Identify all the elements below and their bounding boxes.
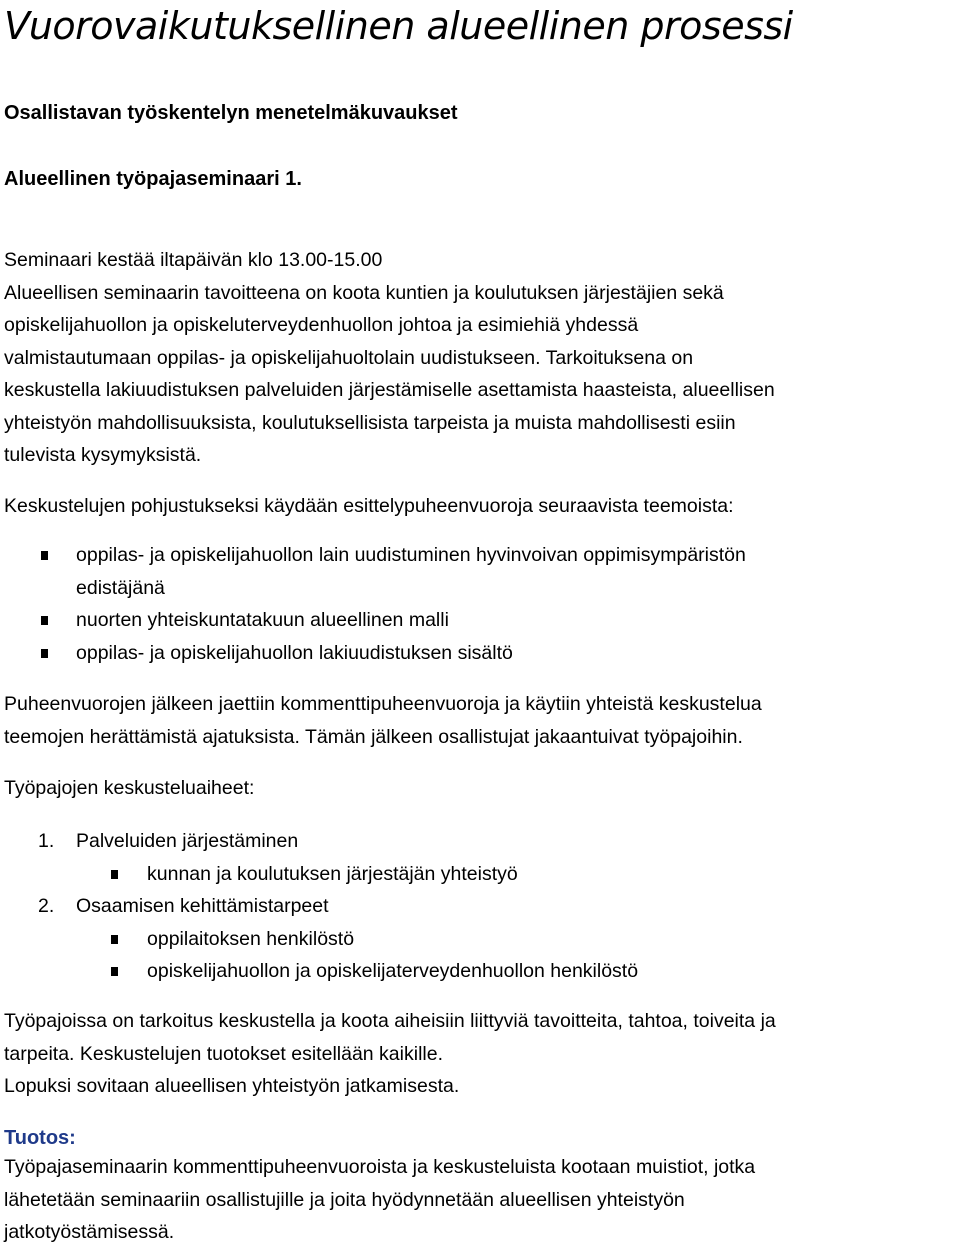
workshop-heading: Työpajojen keskusteluaiheet:: [4, 777, 255, 799]
intro-line: tulevista kysymyksistä.: [4, 444, 202, 466]
workshop-subitem: [0, 858, 638, 891]
tuotos-paragraph: [4, 1151, 960, 1249]
themes-intro: Keskustelujen pohjustukseksi käydään esittelypuheenvuoroja seuraavista teemoista:: [4, 495, 734, 517]
workshop-number: 1.: [38, 830, 55, 852]
workshop-subitem-label: oppilaitoksen henkilöstö: [147, 927, 355, 950]
workshop-subitem: [0, 955, 638, 988]
intro-line: yhteistyön mahdollisuuksista, koulutuksellisista tarpeista ja muista mahdollisesti esiin: [4, 411, 736, 434]
subtitle-seminar: Alueellinen työpajaseminaari 1.: [4, 168, 302, 190]
tuotos-line: jatkotyöstämisessä.: [4, 1221, 175, 1243]
theme-line: nuorten yhteiskuntatakuun alueellinen malli: [76, 609, 449, 631]
bullet-square-icon: [111, 967, 118, 976]
tuotos-line: Työpajaseminaarin kommenttipuheenvuoroista ja keskusteluista kootaan muistiot, jotka: [4, 1156, 756, 1178]
theme-line: oppilas- ja opiskelijahuollon lain uudistuminen hyvinvoivan oppimisympäristön: [76, 544, 746, 566]
workshop-desc-line: Lopuksi sovitaan alueellisen yhteistyön jatkamisesta.: [4, 1075, 460, 1097]
document-title: Vuorovaikutuksellinen alueellinen prosessi: [4, 4, 793, 48]
theme-item: [0, 539, 746, 604]
intro-line: valmistautumaan oppilas- ja opiskelijahuoltolain uudistukseen. Tarkoituksena on: [4, 346, 694, 369]
workshop-number: 2.: [38, 895, 55, 917]
intro-paragraph: [4, 244, 960, 472]
tuotos-line: lähetetään seminaariin osallistujille ja joita hyödynnetään alueellisen yhteistyön: [4, 1188, 685, 1211]
after-line: Puheenvuorojen jälkeen jaettiin kommenttipuheenvuoroja ja käytiin yhteistä keskustelua: [4, 693, 762, 715]
bullet-square-icon: [41, 551, 48, 560]
theme-line: oppilas- ja opiskelijahuollon lakiuudistuksen sisältö: [76, 641, 513, 664]
intro-line: Alueellisen seminaarin tavoitteena on koota kuntien ja koulutuksen järjestäjien sekä: [4, 281, 724, 304]
workshop-subitem: [0, 923, 638, 956]
after-paragraph: [4, 688, 960, 753]
workshop-desc-line: tarpeita. Keskustelujen tuotokset esitellään kaikille.: [4, 1042, 443, 1065]
tuotos-label: Tuotos:: [4, 1127, 76, 1149]
intro-line: Seminaari kestää iltapäivän klo 13.00-15.00: [4, 249, 383, 271]
after-line: teemojen herättämistä ajatuksista. Tämän jälkeen osallistujat jakaantuivat työpajoihin.: [4, 725, 743, 748]
bullet-square-icon: [111, 935, 118, 944]
workshop-label: Osaamisen kehittämistarpeet: [76, 895, 329, 917]
workshop-subitem-label: kunnan ja koulutuksen järjestäjän yhteistyö: [147, 862, 518, 885]
intro-line: keskustella lakiuudistuksen palveluiden järjestämiselle asettamista haasteista, alueellisen: [4, 379, 775, 401]
intro-line: opiskelijahuollon ja opiskeluterveydenhuollon johtoa ja esimiehiä yhdessä: [4, 314, 639, 336]
workshop-desc-line: Työpajoissa on tarkoitus keskustella ja koota aiheisiin liittyviä tavoitteita, tahtoa, toiveita ja: [4, 1010, 776, 1032]
theme-line: edistäjänä: [76, 576, 165, 599]
workshop-item: [0, 890, 638, 923]
workshop-list: [0, 825, 638, 988]
bullet-square-icon: [41, 649, 48, 658]
subtitle-methods: Osallistavan työskentelyn menetelmäkuvaukset: [4, 102, 458, 124]
bullet-square-icon: [111, 870, 118, 879]
workshop-label: Palveluiden järjestäminen: [76, 830, 299, 852]
themes-list: [0, 539, 746, 669]
workshop-item: [0, 825, 638, 858]
bullet-square-icon: [41, 616, 48, 625]
theme-item: [0, 637, 746, 670]
theme-item: [0, 604, 746, 637]
workshop-description: [4, 1005, 960, 1103]
workshop-subitem-label: opiskelijahuollon ja opiskelijaterveydenhuollon henkilöstö: [147, 960, 639, 982]
